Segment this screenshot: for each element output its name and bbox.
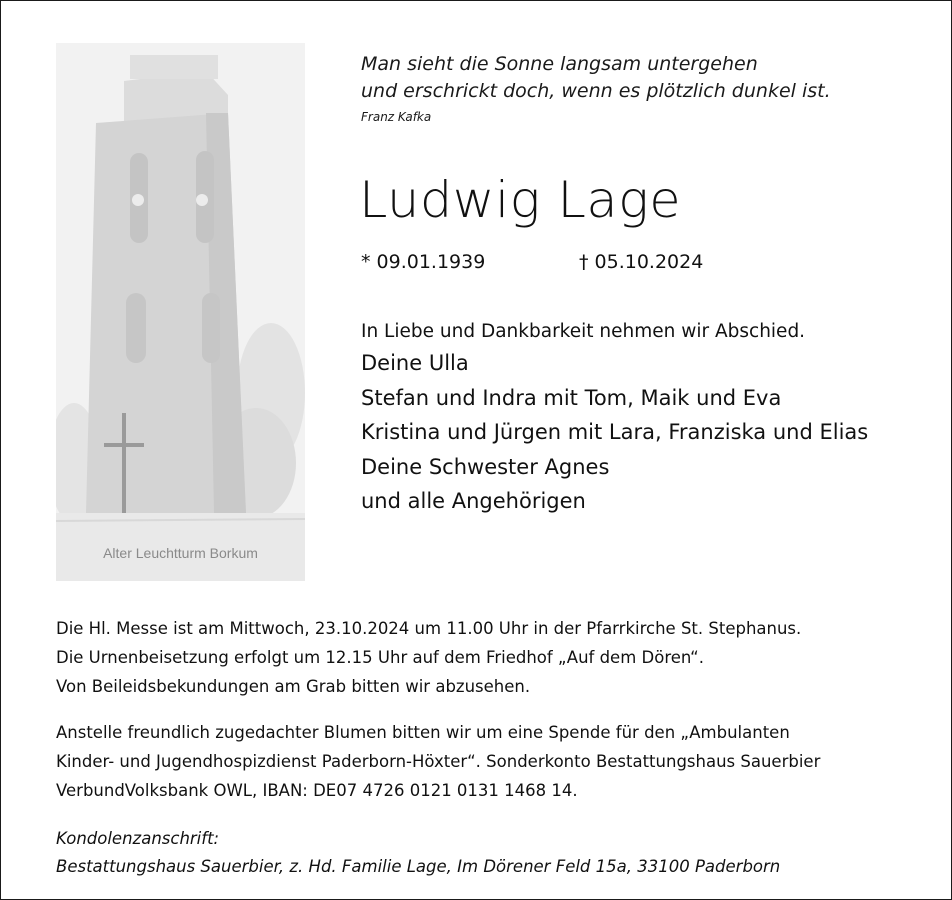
quote-line-1: Man sieht die Sonne langsam untergehen — [361, 53, 758, 75]
birth-date: * 09.01.1939 — [361, 251, 486, 273]
quote-author: Franz Kafka — [361, 110, 432, 124]
condolence-address — [56, 825, 780, 881]
family-member: Deine Schwester Agnes — [361, 454, 610, 479]
lighthouse-photo — [56, 43, 305, 581]
mass-line: Von Beileidsbekundungen am Grab bitten wir abzusehen. — [56, 677, 531, 696]
donation-info — [56, 718, 820, 805]
donation-line: Kinder- und Jugendhospizdienst Paderborn-Höxter“. Sonderkonto Bestattungshaus Sauerbier — [56, 752, 821, 771]
quote-line-2: und erschrickt doch, wenn es plötzlich dunkel ist. — [361, 80, 831, 102]
mass-info — [56, 614, 801, 701]
deceased-name: Ludwig Lage — [359, 171, 682, 229]
family-member: Kristina und Jürgen mit Lara, Franziska und Elias — [361, 420, 869, 444]
death-date: † 05.10.2024 — [579, 251, 704, 273]
family-member: Deine Ulla — [361, 351, 469, 375]
quote-block — [361, 51, 831, 127]
mass-line: Die Hl. Messe ist am Mittwoch, 23.10.2024 um 11.00 Uhr in der Pfarrkirche St. Stephanus. — [56, 619, 802, 638]
condolence-address-text: Bestattungshaus Sauerbier, z. Hd. Familie Lage, Im Dörener Feld 15a, 33100 Paderborn — [56, 857, 781, 876]
family-block — [361, 318, 868, 519]
life-dates — [361, 251, 703, 273]
family-member: und alle Angehörigen — [361, 489, 586, 513]
farewell-intro: In Liebe und Dankbarkeit nehmen wir Abschied. — [361, 321, 806, 342]
photo-caption: Alter Leuchtturm Borkum — [103, 545, 258, 561]
mass-line: Die Urnenbeisetzung erfolgt um 12.15 Uhr auf dem Friedhof „Auf dem Dören“. — [56, 648, 704, 667]
donation-line: VerbundVolksbank OWL, IBAN: DE07 4726 0121 0131 1468 14. — [56, 781, 578, 800]
condolence-label: Kondolenzanschrift: — [56, 829, 220, 848]
donation-line: Anstelle freundlich zugedachter Blumen bitten wir um eine Spende für den „Ambulanten — [56, 723, 790, 742]
lighthouse-tower-icon — [56, 43, 305, 581]
family-member: Stefan und Indra mit Tom, Maik und Eva — [361, 385, 782, 410]
